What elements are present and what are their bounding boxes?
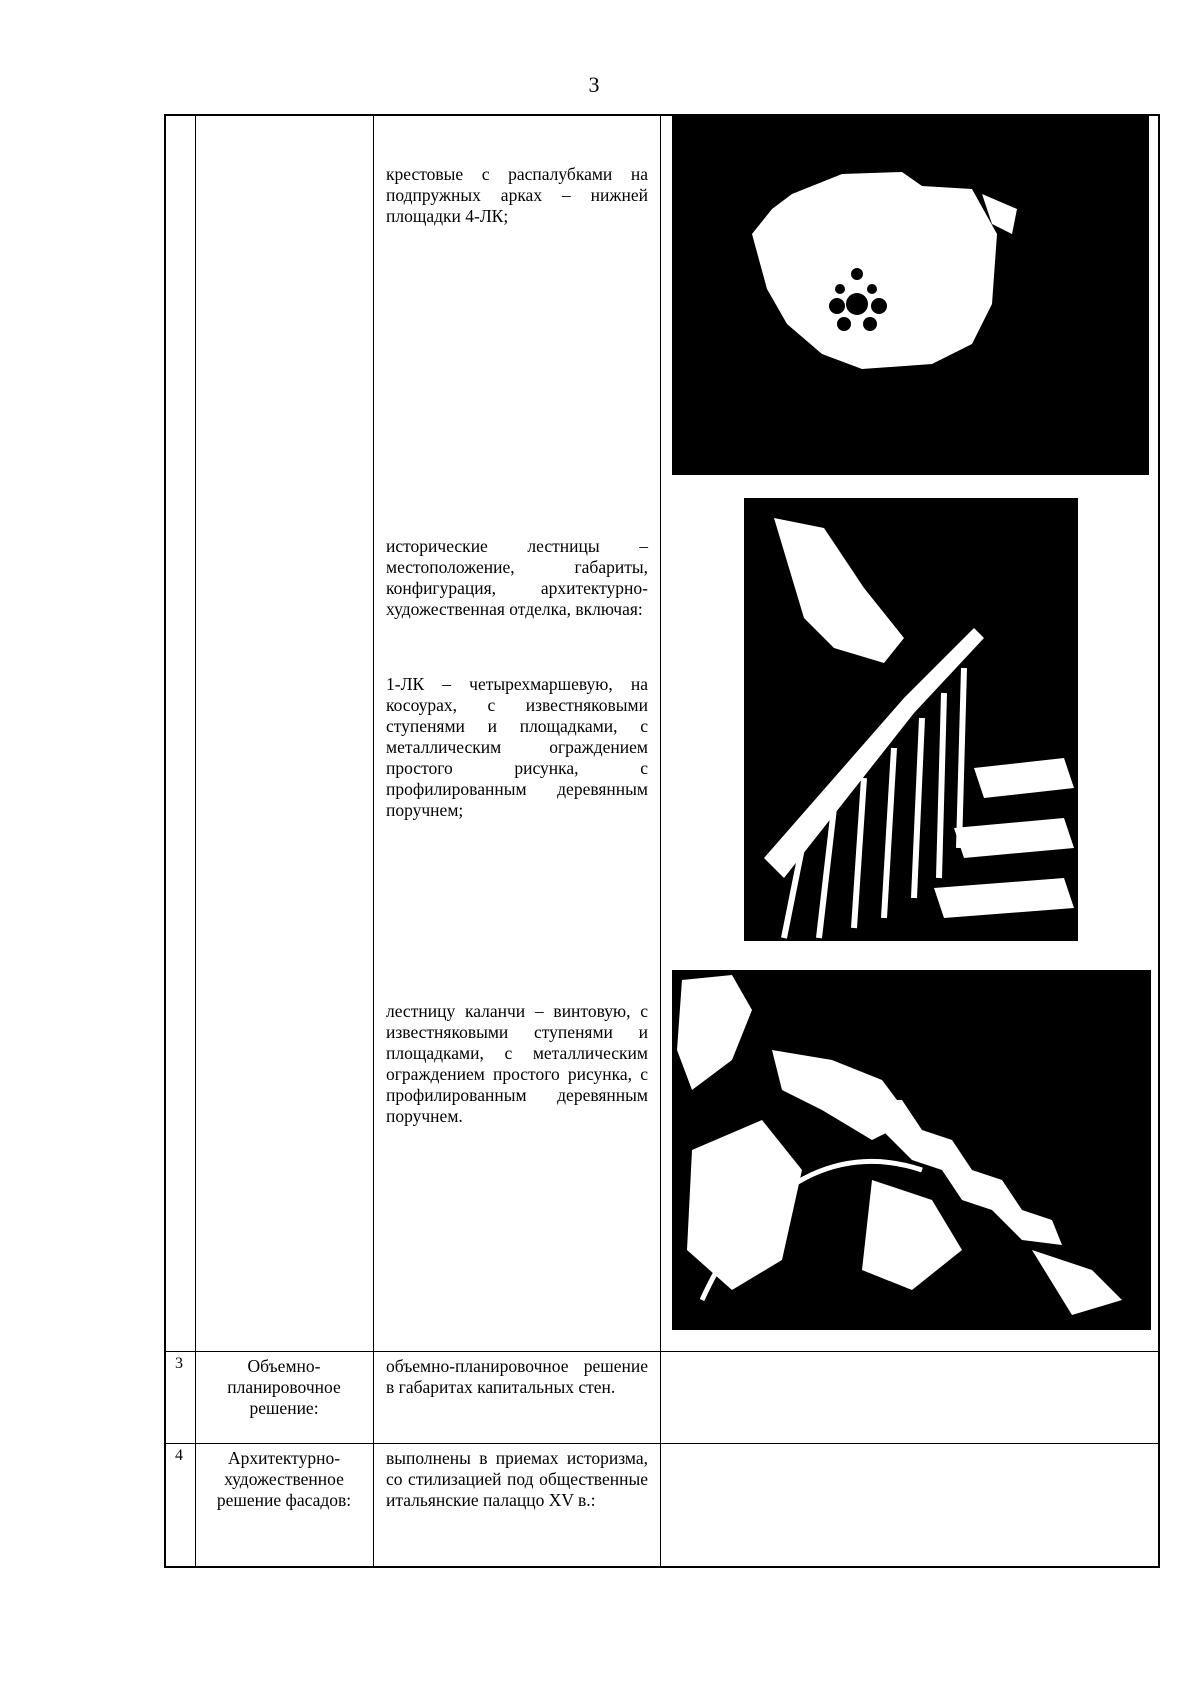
- page-number: 3: [588, 72, 600, 97]
- column-divider-2: [373, 114, 374, 1568]
- vault-description: крестовые с распалубками на подпружных арках – нижней площадки 4-ЛК;: [386, 164, 648, 226]
- staircase-1lk-description: 1-ЛК – четырехмаршевую, на косоурах, с известняковыми ступенями и площадками, с металлическим ограждением простого рисунка, с профилированным деревянным поручнем;: [386, 674, 648, 820]
- column-divider-1: [195, 114, 196, 1568]
- row-3-text: объемно-планировочное решение в габаритах капитальных стен.: [386, 1356, 648, 1397]
- row-4-number: 4: [175, 1447, 183, 1464]
- data-table: [164, 114, 1160, 1568]
- spiral-staircase-description: лестницу каланчи – винтовую, с известняковыми ступенями и площадками, с металлическим ограждением простого рисунка, с профилированным деревянным поручнем.: [386, 1001, 648, 1126]
- row-4-label: Архитектурно-художественное решение фасадов:: [216, 1448, 352, 1510]
- row-divider-1: [164, 1351, 1160, 1352]
- row-3-label: Объемно-планировочное решение:: [227, 1356, 341, 1418]
- staircases-description: исторические лестницы – местоположение, габариты, конфигурация, архитектурно-художественная отделка, включая:: [386, 536, 648, 619]
- table-border-bottom: [164, 1566, 1160, 1568]
- table-border-left: [164, 114, 166, 1568]
- spiral-staircase-photo: [672, 970, 1151, 1330]
- vault-ceiling-photo: [672, 114, 1149, 475]
- row-divider-2: [164, 1443, 1160, 1444]
- staircase-1lk-photo: [744, 498, 1078, 941]
- row-3-number: 3: [175, 1355, 183, 1372]
- column-divider-3: [660, 114, 661, 1568]
- row-4-text: выполнены в приемах историзма, со стилизацией под общественные итальянские палаццо XV в.:: [386, 1448, 648, 1510]
- table-border-right: [1158, 114, 1160, 1568]
